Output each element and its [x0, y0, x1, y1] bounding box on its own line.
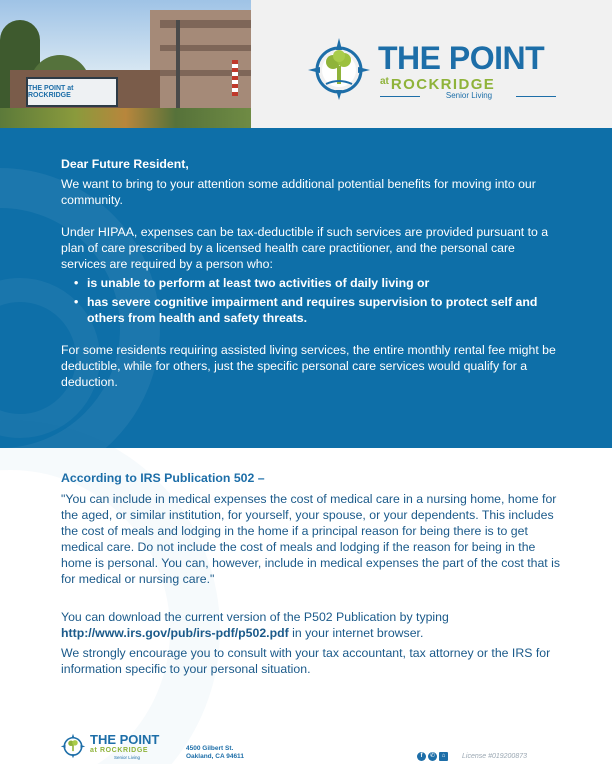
phone-icon[interactable]: ✆: [429, 753, 436, 759]
logo-tagline: Senior Living: [445, 91, 493, 100]
irs-p502-link[interactable]: http://www.irs.gov/pub/irs-pdf/p502.pdf: [61, 626, 289, 640]
irs-heading: According to IRS Publication 502 –: [61, 471, 265, 485]
irs-section: [61, 470, 561, 677]
flag-icon: [232, 60, 238, 96]
intro-paragraph: We want to bring to your attention some additional potential benefits for moving into our community.: [61, 177, 536, 207]
letter-body: [61, 156, 561, 390]
footer-logo-tagline: Senior Living: [114, 755, 141, 760]
license-number: License #019200873: [462, 753, 528, 760]
logo-place: ROCKRIDGE: [390, 76, 496, 93]
footer-logo-place: at ROCKRIDGE: [90, 747, 149, 754]
compass-tree-logo-icon: [60, 733, 86, 759]
compass-tree-logo-icon: [306, 36, 372, 102]
greeting: Dear Future Resident,: [61, 157, 189, 171]
download-text-end: in your internet browser.: [292, 626, 424, 640]
footer-logo: [60, 731, 182, 763]
logo-title: THE POINT: [378, 40, 545, 76]
hipaa-paragraph: Under HIPAA, expenses can be tax-deductible if such services are provided pursuant to a plan of care prescribed by a licensed health care practitioner, and the personal care services are required by a person who:: [61, 225, 549, 271]
footer-logo-title: THE POINT: [90, 732, 160, 747]
entrance-sign: THE POINT at ROCKRIDGE: [26, 77, 118, 107]
letter-panel: [0, 128, 612, 448]
header: [0, 0, 612, 128]
address-line: Oakland, CA 94611: [186, 753, 244, 760]
address: [186, 745, 244, 761]
facebook-icon[interactable]: f: [417, 752, 426, 761]
rental-paragraph: For some residents requiring assisted living services, the entire monthly rental fee might be deductible, while for others, just the specific personal care services would qualify for a deduction.: [61, 343, 556, 389]
criteria-list: [61, 275, 561, 326]
consult-paragraph: We strongly encourage you to consult with your tax accountant, tax attorney or the IRS for information specific to your personal situation.: [61, 646, 551, 676]
equal-housing-icon: ⌂: [439, 752, 448, 761]
address-line: 4500 Gilbert St.: [186, 745, 234, 752]
brand-logo: [306, 36, 566, 106]
download-paragraph: [61, 609, 561, 641]
logo-at: at: [380, 76, 389, 87]
community-photo: [0, 0, 251, 128]
list-item: • is unable to perform at least two activities of daily living or: [61, 275, 561, 291]
footer-icons: [417, 752, 448, 761]
irs-quote: "You can include in medical expenses the cost of medical care in a nursing home, home for the aged, or similar institution, for yourself, your spouse, or your dependents. This includes the cost of meals and lodging in the home if a principal reason for being there is to get medical care. Do not include the cost of meals and lodging if the reason for being in the home is personal. You can, however, include in medical expenses the part of the cost that is for medical or nursing care.": [61, 492, 561, 586]
download-text: You can download the current version of the P502 Publication by typing: [61, 610, 449, 624]
list-item: • has severe cognitive impairment and requires supervision to protect self and others from health and safety threats.: [61, 294, 561, 326]
logo-place-line: [380, 76, 558, 92]
